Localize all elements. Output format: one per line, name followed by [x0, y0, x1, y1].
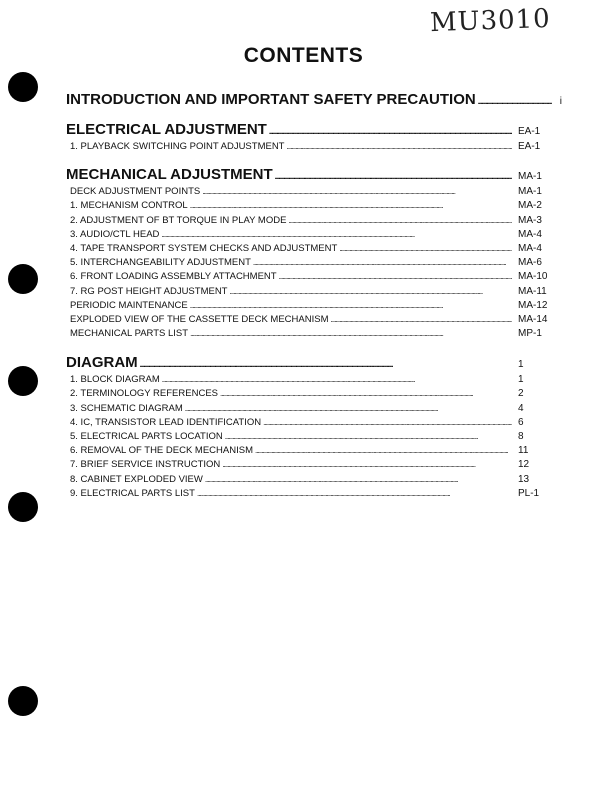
- toc-entry-label: 1. MECHANISM CONTROL: [70, 200, 188, 212]
- toc-entry-page: MA-11: [518, 285, 547, 297]
- dot-leader: [269, 121, 512, 138]
- toc-entry-label: 7. RG POST HEIGHT ADJUSTMENT: [70, 285, 228, 297]
- toc-entry-page: PL-1: [518, 487, 540, 499]
- punch-hole: [8, 366, 38, 396]
- dot-leader: [190, 200, 512, 211]
- toc-entry-label: 5. ELECTRICAL PARTS LOCATION: [70, 431, 223, 442]
- toc-entry[interactable]: [66, 328, 562, 342]
- toc-entry-label: PERIODIC MAINTENANCE: [70, 299, 188, 311]
- toc-entry[interactable]: [66, 215, 562, 229]
- toc-entry-page: MA-4: [518, 242, 542, 254]
- table-of-contents: [66, 88, 562, 502]
- toc-entry-label: 4. TAPE TRANSPORT SYSTEM CHECKS AND ADJUSTMENT: [70, 242, 338, 254]
- toc-entry-label: 8. CABINET EXPLODED VIEW: [70, 473, 203, 485]
- section-heading-page: 1: [518, 359, 524, 371]
- section-heading-page: MA-1: [518, 171, 542, 183]
- toc-entry-label: 3. AUDIO/CTL HEAD: [70, 228, 160, 240]
- section-heading-label: MECHANICAL ADJUSTMENT: [66, 166, 273, 184]
- toc-entry-page: EA-1: [518, 141, 541, 152]
- dot-leader: [190, 300, 512, 311]
- toc-entry-page: MA-3: [518, 214, 542, 226]
- dot-leader: [205, 474, 512, 485]
- toc-entry-page: 2: [518, 388, 524, 400]
- dot-leader: [330, 314, 512, 325]
- toc-entry-page: 12: [518, 459, 530, 471]
- toc-entry[interactable]: [66, 257, 562, 271]
- toc-entry[interactable]: [66, 431, 562, 445]
- dot-leader: [478, 91, 552, 108]
- toc-entry-label: 2. TERMINOLOGY REFERENCES: [70, 388, 218, 400]
- toc-entry-label: 2. ADJUSTMENT OF BT TORQUE IN PLAY MODE: [70, 214, 287, 226]
- toc-entry[interactable]: [66, 445, 562, 459]
- dot-leader: [229, 286, 512, 297]
- dot-leader: [253, 257, 512, 268]
- toc-entry-page: MA-4: [518, 228, 542, 240]
- dot-leader: [225, 431, 512, 442]
- toc-entry[interactable]: [66, 141, 562, 155]
- toc-entry-page: MA-10: [518, 271, 548, 283]
- toc-entry-label: 6. REMOVAL OF THE DECK MECHANISM: [70, 445, 253, 457]
- toc-entry[interactable]: [66, 300, 562, 314]
- toc-entry[interactable]: [66, 200, 562, 214]
- toc-entry-label: 4. IC, TRANSISTOR LEAD IDENTIFICATION: [70, 416, 262, 428]
- toc-entry-page: 6: [518, 416, 524, 428]
- toc-entry-label: 1. BLOCK DIAGRAM: [70, 374, 160, 386]
- dot-leader: [263, 417, 512, 428]
- toc-entry[interactable]: [66, 417, 562, 431]
- toc-entry-label: EXPLODED VIEW OF THE CASSETTE DECK MECHANISM: [70, 313, 329, 325]
- toc-entry-page: MA-2: [518, 200, 542, 212]
- dot-leader: [162, 374, 512, 385]
- toc-entry-page: 11: [518, 445, 529, 457]
- toc-entry[interactable]: [66, 374, 562, 388]
- toc-entry[interactable]: [66, 229, 562, 243]
- toc-entry-label: 7. BRIEF SERVICE INSTRUCTION: [70, 459, 221, 471]
- dot-leader: [275, 166, 512, 183]
- section-heading-page: EA-1: [518, 126, 541, 137]
- toc-entry[interactable]: [66, 488, 562, 502]
- toc-entry-label: 1. PLAYBACK SWITCHING POINT ADJUSTMENT: [70, 141, 285, 152]
- section-heading-label: DIAGRAM: [66, 354, 138, 372]
- toc-entry-page: MA-1: [518, 186, 542, 198]
- toc-entry[interactable]: [66, 459, 562, 473]
- dot-leader: [190, 328, 512, 339]
- dot-leader: [202, 186, 512, 197]
- toc-entry-page: MP-1: [518, 328, 542, 340]
- section-heading-label: ELECTRICAL ADJUSTMENT: [66, 121, 267, 138]
- punch-hole: [8, 72, 38, 102]
- toc-entry-page: MA-12: [518, 299, 548, 311]
- toc-section-diagram: [66, 354, 562, 502]
- toc-entry-page: MA-14: [518, 313, 548, 325]
- toc-entry-page: 4: [518, 402, 524, 414]
- handwritten-model-number: MU3010: [429, 3, 552, 39]
- toc-entry-page: 8: [518, 431, 524, 442]
- dot-leader: [288, 215, 512, 226]
- toc-entry[interactable]: [66, 186, 562, 200]
- punch-hole: [8, 264, 38, 294]
- dot-leader: [222, 459, 512, 470]
- toc-section-mechanical: [66, 166, 562, 342]
- toc-section-electrical: [66, 121, 562, 155]
- toc-entry-label: DECK ADJUSTMENT POINTS: [70, 186, 201, 198]
- toc-entry[interactable]: [66, 403, 562, 417]
- dot-leader: [185, 403, 512, 414]
- toc-entry[interactable]: [66, 388, 562, 402]
- toc-entry-page: 13: [518, 473, 530, 485]
- toc-entry-page: MA-6: [518, 257, 542, 269]
- toc-entry[interactable]: [66, 243, 562, 257]
- toc-entry-label: MECHANICAL PARTS LIST: [70, 328, 189, 340]
- dot-leader: [161, 229, 512, 240]
- punch-hole: [8, 492, 38, 522]
- toc-intro-entry[interactable]: [66, 91, 562, 111]
- dot-leader: [255, 445, 512, 456]
- dot-leader: [220, 388, 512, 399]
- toc-entry-label: 9. ELECTRICAL PARTS LIST: [70, 487, 195, 499]
- toc-section-heading[interactable]: [66, 166, 562, 186]
- toc-entry-label: 6. FRONT LOADING ASSEMBLY ATTACHMENT: [70, 271, 277, 283]
- dot-leader: [287, 141, 513, 152]
- dot-leader: [339, 243, 512, 254]
- toc-section-heading[interactable]: [66, 354, 562, 374]
- toc-entry[interactable]: [66, 474, 562, 488]
- toc-entry[interactable]: [66, 286, 562, 300]
- dot-leader: [279, 271, 512, 282]
- dot-leader: [197, 488, 512, 499]
- toc-entry-label: INTRODUCTION AND IMPORTANT SAFETY PRECAUTION: [66, 91, 476, 108]
- toc-entry-page: i: [559, 96, 562, 107]
- dot-leader: [140, 354, 512, 371]
- punch-hole: [8, 686, 38, 716]
- toc-entry-page: 1: [518, 374, 524, 386]
- toc-entry-label: 5. INTERCHANGEABILITY ADJUSTMENT: [70, 257, 251, 269]
- page-title: CONTENTS: [243, 44, 364, 67]
- toc-section-heading[interactable]: [66, 121, 562, 141]
- toc-entry-label: 3. SCHEMATIC DIAGRAM: [70, 402, 183, 414]
- toc-entry[interactable]: [66, 271, 562, 285]
- toc-entry[interactable]: [66, 314, 562, 328]
